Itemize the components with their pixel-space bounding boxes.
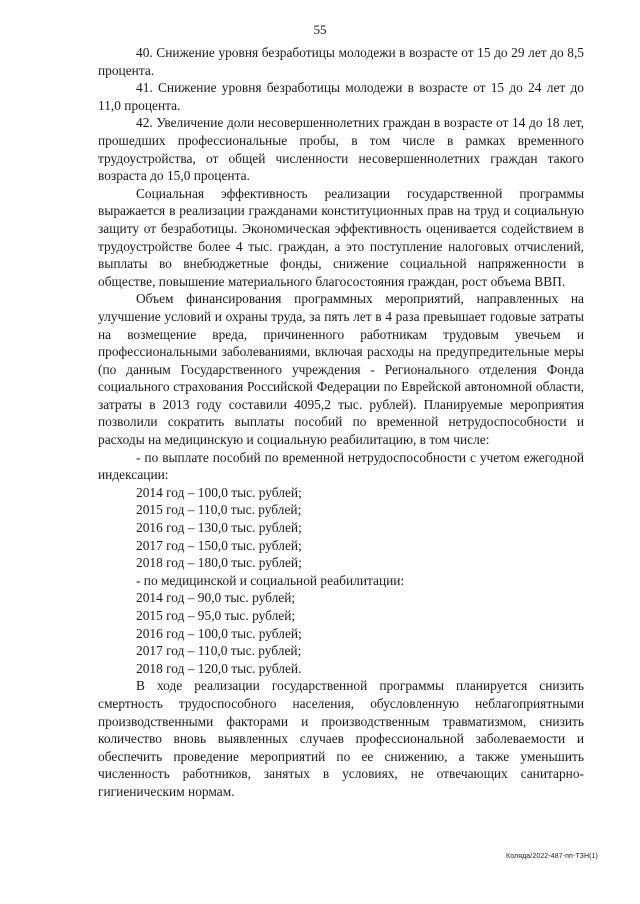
list-item: 2017 год – 150,0 тыс. рублей; xyxy=(136,537,302,553)
list-item: 2016 год – 100,0 тыс. рублей; xyxy=(136,625,302,641)
list-item: 2017 год – 110,0 тыс. рублей; xyxy=(136,643,302,659)
list-item: 2016 год – 130,0 тыс. рублей; xyxy=(136,520,302,536)
paragraph-item-41: 41. Снижение уровня безработицы молодежи в возрасте от 15 до 24 лет до 11,0 процента. xyxy=(98,80,584,113)
list-item: 2015 год – 95,0 тыс. рублей; xyxy=(136,608,296,623)
document-code: Коляда/2022-487-пп-ТЗН(1) xyxy=(506,853,598,860)
paragraph-item-42: 42. Увеличение доли несовершеннолетних граждан в возрасте от 14 до 18 лет, прошедших профессиональные пробы, в том числе в рамках временного трудоустройства, от общей численности несовершеннолетних граждан такого возраста до 15,0 процента. xyxy=(98,115,584,184)
list-heading-rehabilitation: - по медицинской и социальной реабилитации: xyxy=(136,572,405,588)
page-number: 55 xyxy=(313,22,327,37)
paragraph-item-40: 40. Снижение уровня безработицы молодежи в возрасте от 15 до 29 лет до 8,5 процента. xyxy=(98,45,584,78)
document-body xyxy=(98,44,584,801)
paragraph-financing: Объем финансирования программных мероприятий, направленных на улучшение условий и охраны труда, за пять лет в 4 раза превышает годовые затраты на возмещение вреда, причиненного работникам трудовым увечьем и профессиональными заболеваниями, включая расходы на предупредительные меры (по данным Государственного учреждения - Регионального отделения Фонда социального страхования Российской Федерации по Еврейской автономной области, затраты в 2013 году составили 4095,2 тыс. рублей). Планируемые мероприятия позволили сократить выплаты пособий по временной нетрудоспособности и расходы на медицинскую и социальную реабилитацию, в том числе: xyxy=(98,291,584,448)
list-item: 2018 год – 180,0 тыс. рублей; xyxy=(136,555,302,571)
paragraph-social-efficiency: Социальная эффективность реализации государственной программы выражается в реализации гражданами конституционных прав на труд и социальную защиту от безработицы. Экономическая эффективность оценивается содействием в трудоустройстве более 4 тыс. граждан, а это поступление налоговых отчислений, выплаты во внебюджетные фонды, снижение социальной напряженности в обществе, повышение материального благосостояния граждан, рост объема ВВП. xyxy=(98,185,584,289)
list-item: 2015 год – 110,0 тыс. рублей; xyxy=(136,502,302,518)
paragraph-closing: В ходе реализации государственной программы планируется снизить смертность трудоспособного населения, обусловленную неблагоприятными производственными факторами и производственным травматизмом, снизить количество вновь выявленных случаев профессиональной заболеваемости и обеспечить проведение мероприятий по ее снижению, а также уменьшить численность работников, занятых в условиях, не отвечающих санитарно-гигиеническим нормам. xyxy=(98,678,584,799)
list-item: 2018 год – 120,0 тыс. рублей. xyxy=(136,660,302,676)
list-item: 2014 год – 100,0 тыс. рублей; xyxy=(136,484,302,500)
list-item: 2014 год – 90,0 тыс. рублей; xyxy=(136,590,296,606)
list-heading-temporary-disability: - по выплате пособий по временной нетрудоспособности с учетом ежегодной индексации: xyxy=(98,449,584,483)
